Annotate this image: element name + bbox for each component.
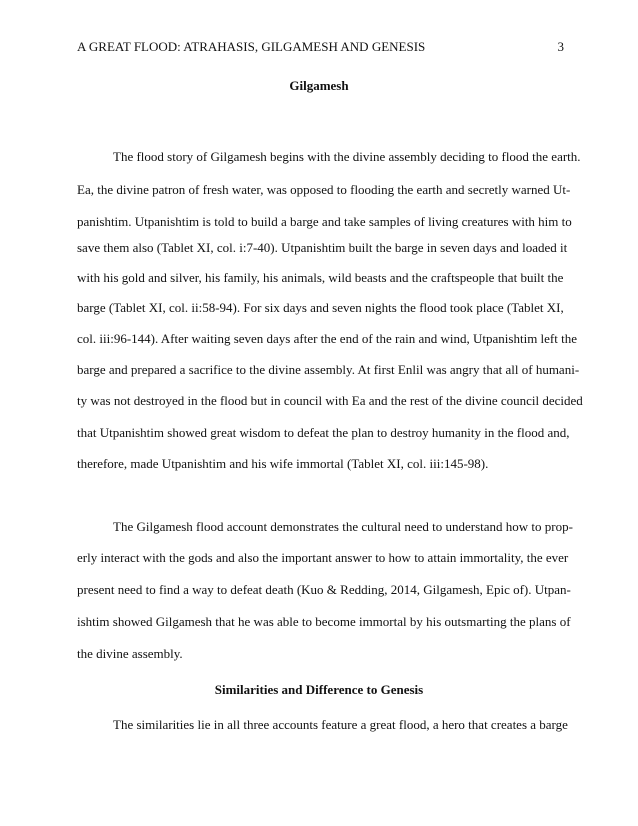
paragraph-line: barge and prepared a sacrifice to the divine assembly. At first Enlil was angry that all of humani- bbox=[77, 362, 580, 377]
paragraph-line: present need to find a way to defeat death (Kuo & Redding, 2014, Gilgamesh, Epic of). Utpan- bbox=[77, 582, 571, 597]
paragraph-line: The Gilgamesh flood account demonstrates the cultural need to understand how to prop- bbox=[113, 519, 573, 534]
running-head-title: A GREAT FLOOD: ATRAHASIS, GILGAMESH AND GENESIS bbox=[77, 39, 426, 54]
paragraph-line: barge (Tablet XI, col. ii:58-94). For six days and seven nights the flood took place (Tablet XI, bbox=[77, 300, 564, 315]
paragraph-line: save them also (Tablet XI, col. i:7-40). Utpanishtim built the barge in seven days and loaded it bbox=[77, 240, 568, 255]
paragraph-line: therefore, made Utpanishtim and his wife immortal (Tablet XI, col. iii:145-98). bbox=[77, 456, 489, 471]
paragraph-line: col. iii:96-144). After waiting seven days after the end of the rain and wind, Utpanishtim left the bbox=[77, 331, 578, 346]
paragraph-line: The flood story of Gilgamesh begins with the divine assembly deciding to flood the earth. bbox=[113, 149, 581, 164]
paragraph-line: ty was not destroyed in the flood but in council with Ea and the rest of the divine council decided bbox=[77, 393, 583, 408]
paragraph-line: with his gold and silver, his family, his animals, wild beasts and the craftspeople that built the bbox=[77, 270, 564, 285]
page-number: 3 bbox=[557, 39, 564, 54]
paragraph-line: that Utpanishtim showed great wisdom to defeat the plan to destroy humanity in the flood and, bbox=[77, 425, 570, 440]
section-heading-gilgamesh: Gilgamesh bbox=[289, 78, 349, 93]
paragraph-line: erly interact with the gods and also the important answer to how to attain immortality, the ever bbox=[77, 550, 569, 565]
paragraph-line: Ea, the divine patron of fresh water, was opposed to flooding the earth and secretly warned Ut- bbox=[77, 182, 571, 197]
paragraph-line: The similarities lie in all three accounts feature a great flood, a hero that creates a barge bbox=[113, 717, 568, 732]
paragraph-line: panishtim. Utpanishtim is told to build a barge and take samples of living creatures with him to bbox=[77, 214, 572, 229]
paragraph-line: the divine assembly. bbox=[77, 646, 183, 661]
section-heading-similarities: Similarities and Difference to Genesis bbox=[214, 682, 424, 697]
paragraph-line: ishtim showed Gilgamesh that he was able to become immortal by his outsmarting the plans of bbox=[77, 614, 571, 629]
